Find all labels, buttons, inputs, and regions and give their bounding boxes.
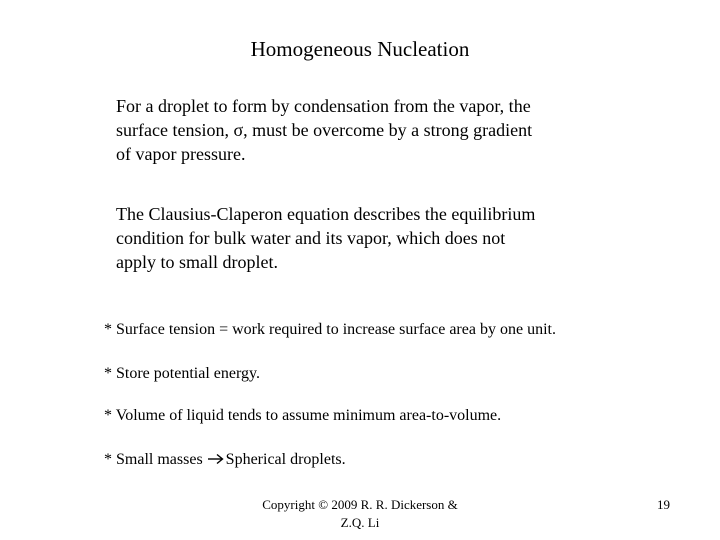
bullet-text-before: * Small masses	[104, 451, 203, 468]
paragraph-droplet-formation	[116, 94, 616, 166]
bullet-minimum-area: * Volume of liquid tends to assume minimum area-to-volume.	[104, 407, 502, 424]
bullet-text-after: Spherical droplets.	[225, 451, 346, 468]
copyright-footer	[244, 496, 476, 532]
bullet-surface-tension: * Surface tension = work required to increase surface area by one unit.	[104, 321, 556, 338]
paragraph-line: The Clausius-Claperon equation describes the equilibrium	[116, 204, 536, 224]
slide-title: Homogeneous Nucleation	[250, 37, 470, 61]
paragraph-line: of vapor pressure.	[116, 144, 246, 164]
right-arrow-icon	[207, 453, 225, 465]
bullet-spherical-droplets	[104, 450, 346, 470]
paragraph-clausius-clapeyron	[116, 202, 616, 274]
paragraph-line: For a droplet to form by condensation from the vapor, the	[116, 96, 531, 116]
page-number: 19	[657, 497, 670, 512]
paragraph-line: apply to small droplet.	[116, 252, 278, 272]
footer-line: Copyright © 2009 R. R. Dickerson &	[262, 497, 458, 512]
paragraph-line: condition for bulk water and its vapor, which does not	[116, 228, 506, 248]
bullet-potential-energy: * Store potential energy.	[104, 365, 260, 382]
paragraph-line: surface tension, σ, must be overcome by a strong gradient	[116, 120, 533, 140]
footer-line: Z.Q. Li	[340, 515, 380, 530]
